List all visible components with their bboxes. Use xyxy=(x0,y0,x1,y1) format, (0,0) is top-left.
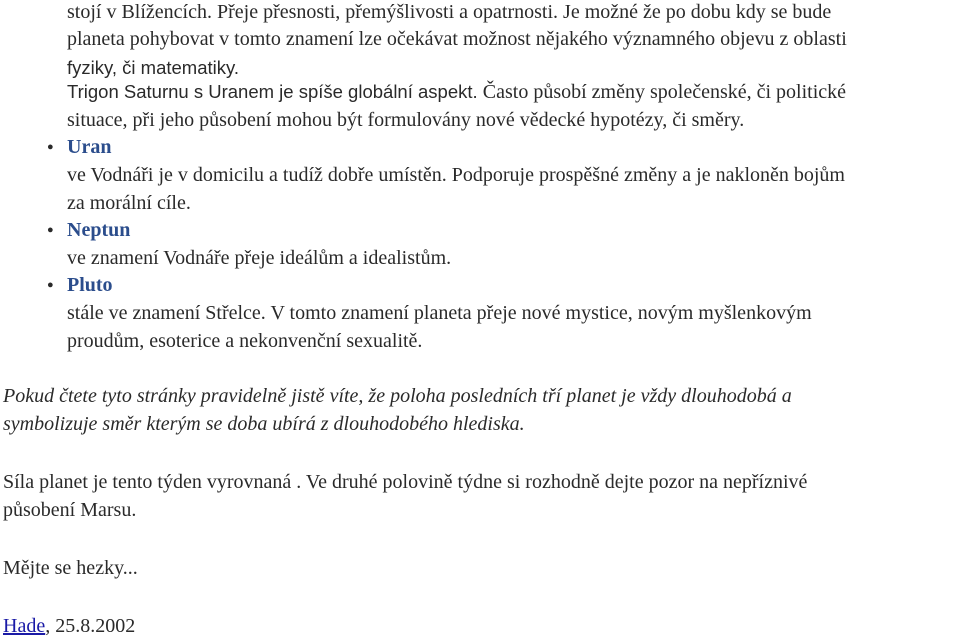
strength-line-2: působení Marsu. xyxy=(3,499,137,521)
bullet-icon: ● xyxy=(47,141,54,153)
planet-item-uran xyxy=(47,135,112,159)
intro-line-1: stojí v Blížencích. Přeje přesnosti, přemýšlivosti a opatrnosti. Je možné že po dobu kdy se bude xyxy=(67,1,832,23)
planet-text-uran-1: ve Vodnáři je v domicilu a tudíž dobře umístěn. Podporuje prospěšné změny a je nakloněn bojům xyxy=(67,164,845,186)
planet-item-neptun xyxy=(47,218,131,242)
italic-note-line-2: symbolizuje směr kterým se doba ubírá z dlouhodobého hlediska. xyxy=(3,413,525,435)
planet-text-pluto-2: proudům, esoterice a nekonvenční sexualitě. xyxy=(67,330,423,352)
strength-line-1: Síla planet je tento týden vyrovnaná . Ve druhé polovině týdne si rozhodně dejte pozor na nepříznivé xyxy=(3,471,808,493)
intro-line-2: planeta pohybovat v tomto znamení lze očekávat možnost nějakého významného objevu z oblasti xyxy=(67,28,847,50)
planet-heading-uran: Uran xyxy=(67,136,112,158)
planet-item-pluto xyxy=(47,273,113,297)
trigon-line-2: situace, při jeho působení mohou být formulovány nové vědecké hypotézy, či směry. xyxy=(67,109,745,131)
closing-text: Mějte se hezky... xyxy=(3,557,138,579)
planet-heading-neptun: Neptun xyxy=(67,219,131,241)
bullet-icon: ● xyxy=(47,279,54,291)
planet-text-neptun-1: ve znamení Vodnáře přeje ideálům a idealistům. xyxy=(67,247,452,269)
planet-heading-pluto: Pluto xyxy=(67,274,113,296)
trigon-sentence-1: Trigon Saturnu s Uranem je spíše globální aspekt. xyxy=(67,81,478,102)
trigon-sentence-2: Často působí změny společenské, či politické xyxy=(482,81,847,103)
planet-text-pluto-1: stále ve znamení Střelce. V tomto znamení planeta přeje nové mystice, novým myšlenkovým xyxy=(67,302,812,324)
signature xyxy=(3,611,135,641)
italic-note-line-1: Pokud čtete tyto stránky pravidelně jistě víte, že poloha posledních tří planet je vždy dlouhodobá a xyxy=(3,385,792,407)
author-link[interactable]: Hade xyxy=(3,615,46,637)
trigon-line-1 xyxy=(67,80,846,104)
intro-line-3: fyziky, či matematiky. xyxy=(67,57,240,78)
signature-date: , 25.8.2002 xyxy=(45,615,136,637)
planet-text-uran-2: za morální cíle. xyxy=(67,192,191,214)
bullet-icon: ● xyxy=(47,224,54,236)
